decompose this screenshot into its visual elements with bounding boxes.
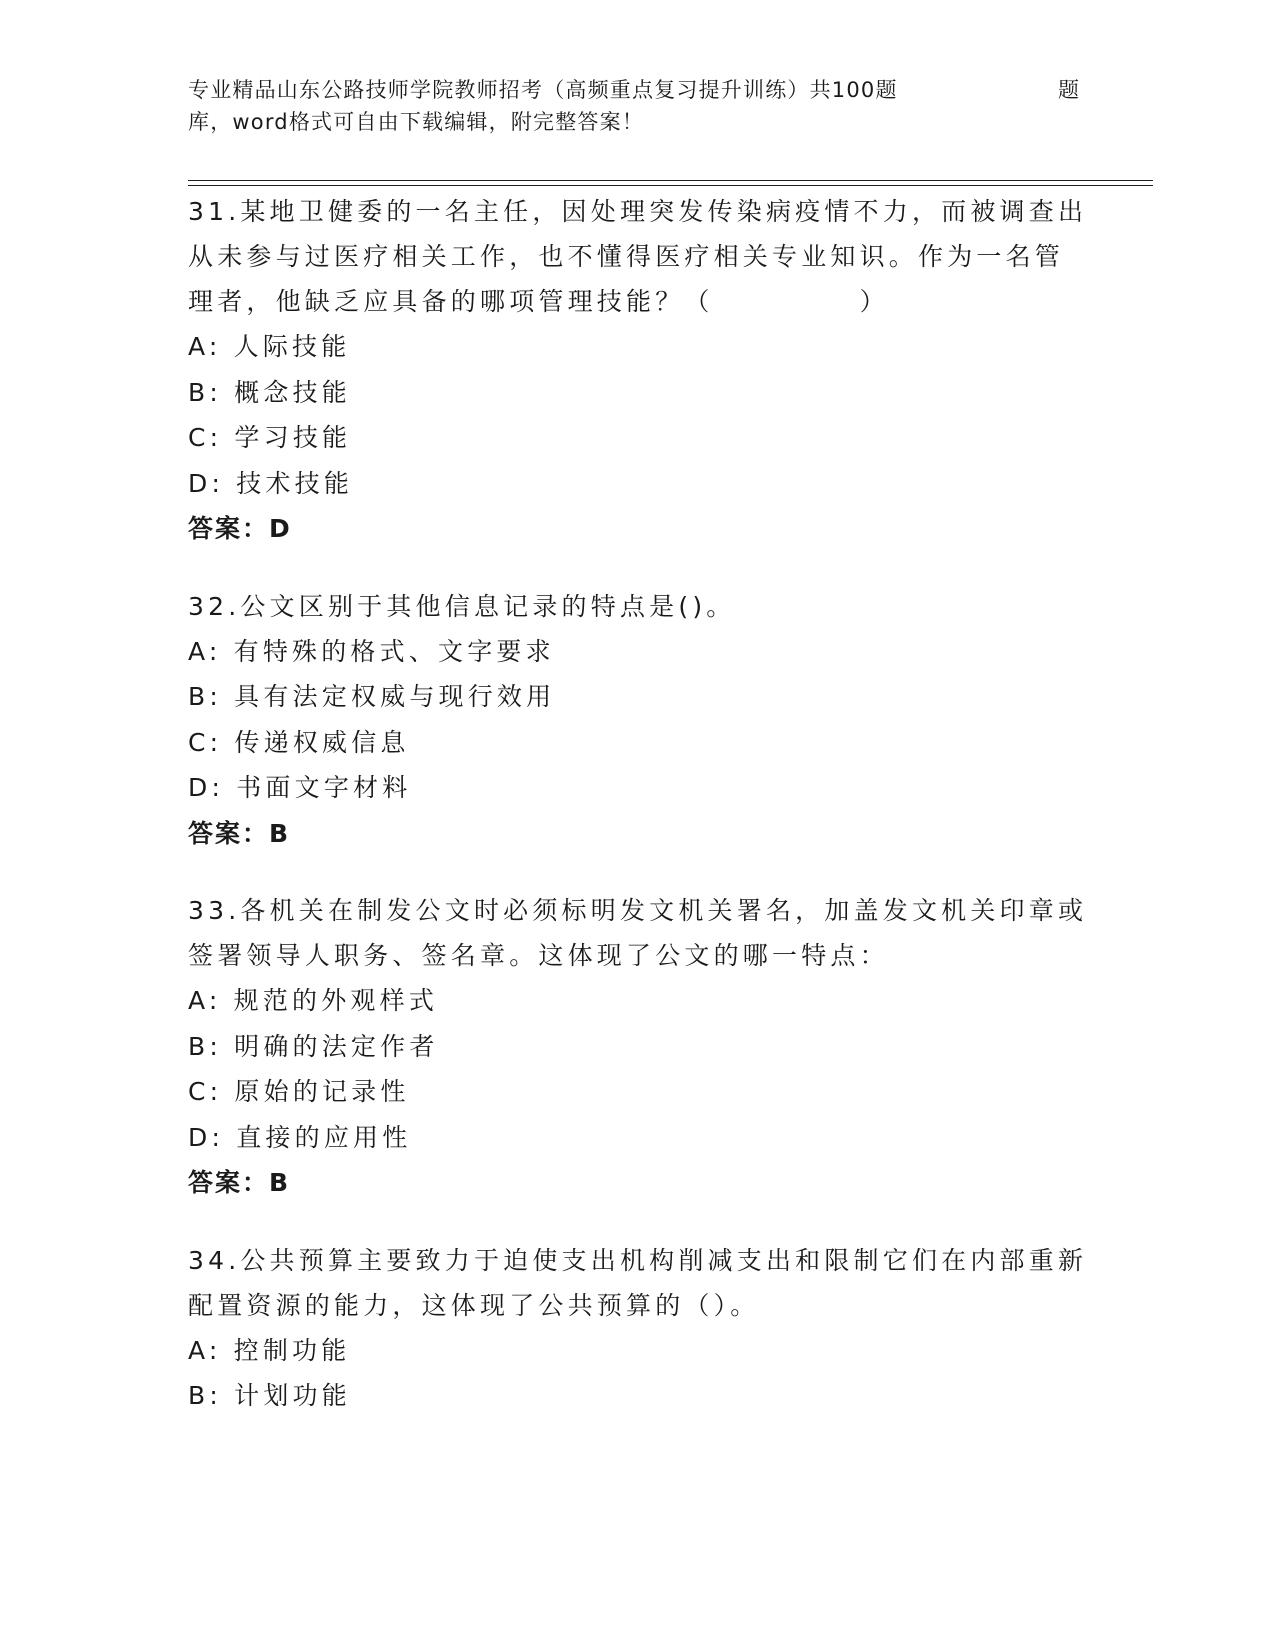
header-title: 专业精品山东公路技师学院教师招考（高频重点复习提升训练）共100题 [188, 78, 898, 102]
question-33 [188, 888, 1088, 1206]
question-34 [188, 1238, 1088, 1419]
answer: 答案：B [188, 1168, 291, 1197]
document-header [188, 74, 1088, 138]
answer: 答案：D [188, 514, 292, 543]
header-title-tail: 题 [1058, 78, 1081, 102]
answer: 答案：B [188, 818, 291, 848]
option-d: D: 书面文字材料 [188, 773, 412, 802]
option-c: C: 原始的记录性 [188, 1077, 410, 1106]
question-31 [188, 189, 1088, 552]
question-stem: 31.某地卫健委的一名主任，因处理突发传染病疫情不力，而被调查出从未参与过医疗相关工作，也不懂得医疗相关专业知识。作为一名管理者，他缺乏应具备的哪项管理技能？（ ） [188, 197, 1088, 316]
option-b: B: 概念技能 [188, 377, 351, 407]
question-stem: 34.公共预算主要致力于迫使支出机构削减支出和限制它们在内部重新配置资源的能力，这体现了公共预算的（）。 [188, 1245, 1088, 1320]
option-d: D: 直接的应用性 [188, 1122, 412, 1152]
option-a: A: 人际技能 [188, 332, 351, 361]
question-32 [188, 584, 1088, 857]
option-b: B: 计划功能 [188, 1381, 351, 1410]
header-line-1 [188, 74, 1088, 106]
option-a: A: 有特殊的格式、文字要求 [188, 636, 555, 666]
option-a: A: 控制功能 [188, 1335, 351, 1365]
option-a: A: 规范的外观样式 [188, 986, 439, 1015]
option-c: C: 传递权威信息 [188, 727, 410, 757]
header-divider-bottom [188, 185, 1153, 186]
header-divider-top [188, 180, 1153, 181]
question-stem: 32.公文区别于其他信息记录的特点是()。 [188, 591, 736, 621]
option-d: D: 技术技能 [188, 468, 354, 498]
option-b: B: 具有法定权威与现行效用 [188, 682, 556, 711]
question-stem: 33.各机关在制发公文时必须标明发文机关署名，加盖发文机关印章或签署领导人职务、签名章。这体现了公文的哪一特点： [188, 896, 1088, 970]
question-list [188, 189, 1088, 1451]
option-c: C: 学习技能 [188, 423, 352, 452]
header-line-2: 库，word格式可自由下载编辑，附完整答案！ [188, 110, 645, 134]
option-b: B: 明确的法定作者 [188, 1031, 439, 1061]
